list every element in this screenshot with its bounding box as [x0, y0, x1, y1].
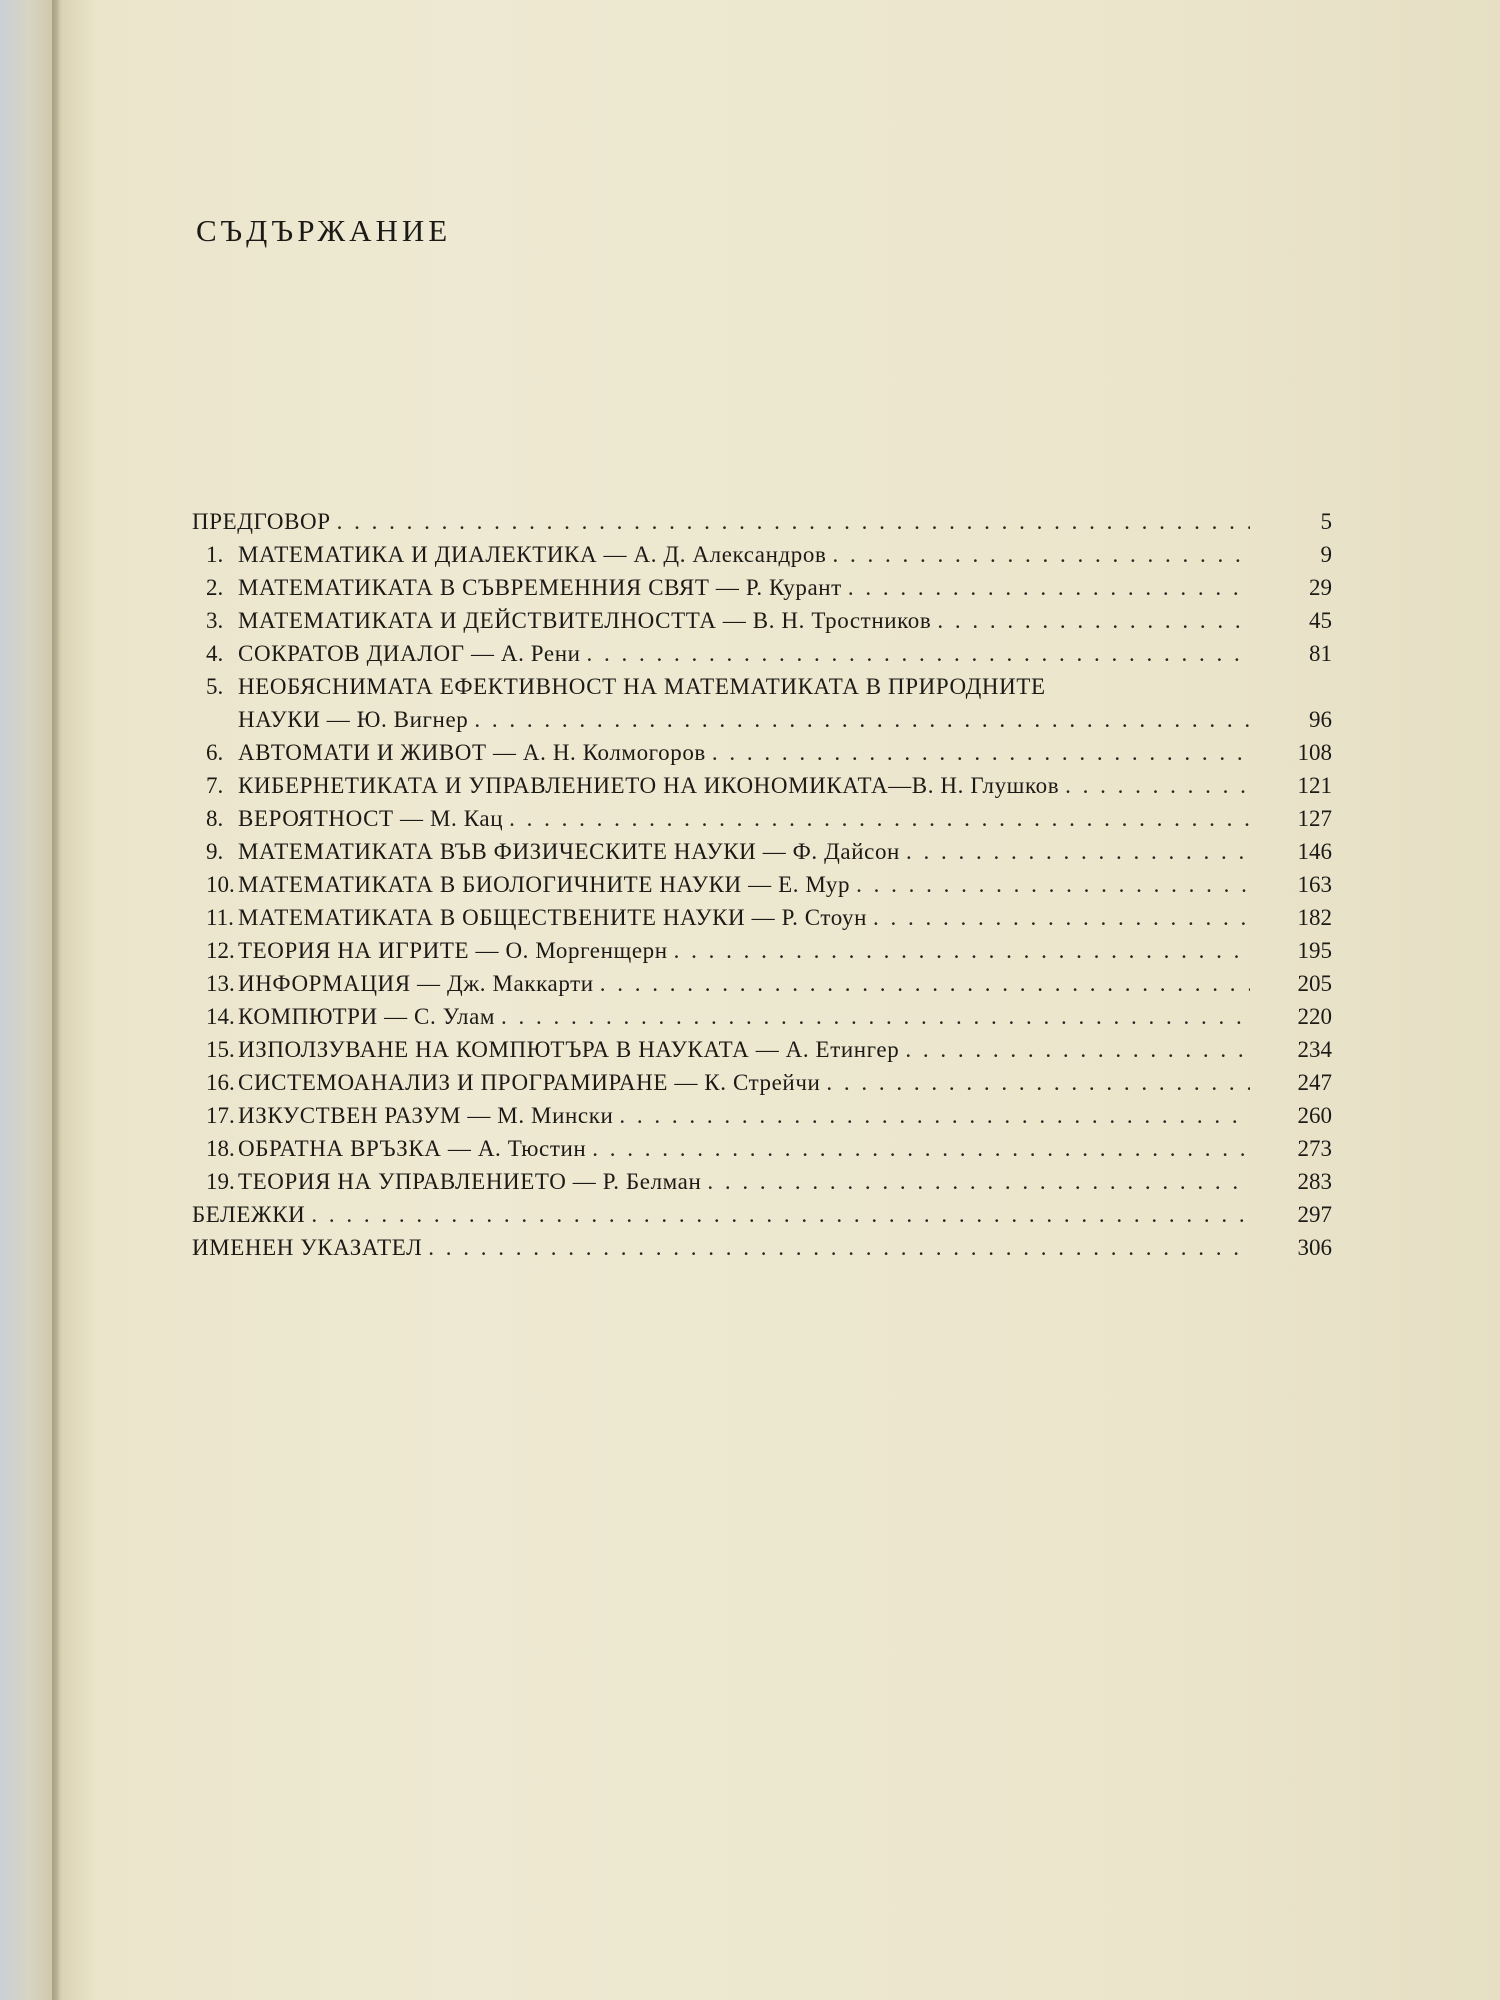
dot-leader: [587, 637, 1250, 670]
dot-leader: [906, 835, 1250, 868]
dot-leader: [832, 538, 1250, 571]
toc-entry-title: МАТЕМАТИКАТА ВЪВ ФИЗИЧЕСКИТЕ НАУКИ — Ф. Дайсон: [238, 839, 900, 864]
toc-entry: [192, 1033, 1332, 1066]
dot-leader: [873, 901, 1250, 934]
toc-entry-name-index: [192, 1231, 1332, 1264]
toc-entry-title: СОКРАТОВ ДИАЛОГ — А. Рени: [238, 641, 581, 666]
toc-title: СЪДЪРЖАНИЕ: [196, 212, 452, 248]
toc-entry-number: 2.: [206, 575, 224, 600]
toc-page-number: 108: [1297, 740, 1332, 765]
toc-entry-title: СИСТЕМОАНАЛИЗ И ПРОГРАМИРАНЕ — К. Стрейчи: [238, 1070, 821, 1095]
toc-entry-title: МАТЕМАТИКАТА В СЪВРЕМЕННИЯ СВЯТ — Р. Курант: [238, 575, 842, 600]
toc-entry-title: МАТЕМАТИКА И ДИАЛЕКТИКА — А. Д. Александров: [238, 542, 827, 567]
toc-entry-title: АВТОМАТИ И ЖИВОТ — А. Н. Колмогоров: [238, 740, 706, 765]
dot-leader: [592, 1132, 1250, 1165]
dot-leader: [856, 868, 1250, 901]
toc-entry-number: 13.: [206, 971, 235, 996]
toc-page-number: 283: [1297, 1169, 1332, 1194]
toc-entry-title: ТЕОРИЯ НА УПРАВЛЕНИЕТО — Р. Белман: [238, 1169, 702, 1194]
toc-entry: [192, 1066, 1332, 1099]
toc-entry-number: 4.: [206, 641, 224, 666]
toc-entry: [192, 934, 1332, 967]
toc-entry-title: ОБРАТНА ВРЪЗКА — А. Тюстин: [238, 1136, 587, 1161]
dot-leader: [674, 934, 1250, 967]
dot-leader: [848, 571, 1250, 604]
toc-entry-title: МАТЕМАТИКАТА В БИОЛОГИЧНИТЕ НАУКИ — Е. Мур: [238, 872, 851, 897]
dot-leader: [1065, 769, 1250, 802]
toc-page-number: 297: [1297, 1202, 1332, 1227]
toc-page-number: 182: [1297, 905, 1332, 930]
toc-page-number: 81: [1309, 641, 1332, 666]
toc-entry-title: БЕЛЕЖКИ: [192, 1202, 306, 1227]
toc-entry-number: 8.: [206, 806, 224, 831]
toc-page-number: 273: [1297, 1136, 1332, 1161]
dot-leader: [337, 505, 1250, 538]
toc-entry-preface: [192, 505, 1332, 538]
toc-page-number: 45: [1309, 608, 1332, 633]
toc-entry-title: МАТЕМАТИКАТА И ДЕЙСТВИТЕЛНОСТТА — В. Н. Тростников: [238, 608, 932, 633]
toc-entry-title: ИМЕНЕН УКАЗАТЕЛ: [192, 1235, 423, 1260]
dot-leader: [474, 703, 1250, 736]
toc-entry-number: 5.: [206, 674, 224, 699]
dot-leader: [619, 1099, 1250, 1132]
toc-entry-title: ПРЕДГОВОР: [192, 509, 331, 534]
toc-page-number: 146: [1297, 839, 1332, 864]
toc-page-number: 260: [1297, 1103, 1332, 1128]
toc-entry-number: 11.: [206, 905, 234, 930]
toc-page-number: 96: [1309, 707, 1332, 732]
toc-entry-number: 14.: [206, 1004, 235, 1029]
toc-entry-title: КОМПЮТРИ — С. Улам: [238, 1004, 496, 1029]
toc-entry-number: 17.: [206, 1103, 235, 1128]
toc-page-number: 205: [1297, 971, 1332, 996]
toc-page-number: 306: [1297, 1235, 1332, 1260]
toc-entry: [192, 637, 1332, 670]
toc-entry: [192, 1165, 1332, 1198]
adjacent-page-edge: [0, 0, 58, 2000]
toc-entry: [192, 1132, 1332, 1165]
toc-entry: [192, 868, 1332, 901]
toc-entry-title-continued: НАУКИ — Ю. Вигнер: [238, 707, 469, 732]
toc-page-number: 121: [1297, 773, 1332, 798]
toc-entry: [192, 835, 1332, 868]
toc-entry: [192, 604, 1332, 637]
dot-leader: [707, 1165, 1250, 1198]
toc-entry-title: ИЗПОЛЗУВАНЕ НА КОМПЮТЪРА В НАУКАТА — А. Етингер: [238, 1037, 900, 1062]
toc-entry-title: НЕОБЯСНИМАТА ЕФЕКТИВНОСТ НА МАТЕМАТИКАТА В ПРИРОДНИТЕ: [238, 674, 1046, 699]
toc-entry-number: 3.: [206, 608, 224, 633]
toc-entry-title: ИНФОРМАЦИЯ — Дж. Маккарти: [238, 971, 594, 996]
spine-shadow: [52, 0, 62, 2000]
toc-page-number: 163: [1297, 872, 1332, 897]
toc-page-number: 29: [1309, 575, 1332, 600]
dot-leader: [905, 1033, 1250, 1066]
toc-page-number: 220: [1297, 1004, 1332, 1029]
toc-entry: [192, 538, 1332, 571]
toc-page-number: 234: [1297, 1037, 1332, 1062]
toc-entry-number: 7.: [206, 773, 224, 798]
toc-entry: [192, 1000, 1332, 1033]
toc-entry-title: ВЕРОЯТНОСТ — М. Кац: [238, 806, 504, 831]
toc-page-number: 247: [1297, 1070, 1332, 1095]
dot-leader: [509, 802, 1250, 835]
toc-entry-number: 15.: [206, 1037, 235, 1062]
dot-leader: [501, 1000, 1250, 1033]
toc-entry-number: 9.: [206, 839, 224, 864]
toc-entry-number: 16.: [206, 1070, 235, 1095]
toc-page-number: 195: [1297, 938, 1332, 963]
toc-entry-number: 1.: [206, 542, 224, 567]
toc-entry: [192, 967, 1332, 1000]
toc-entry-number: 6.: [206, 740, 224, 765]
toc-entry-number: 19.: [206, 1169, 235, 1194]
toc-entry-number: 18.: [206, 1136, 235, 1161]
toc-page-number: 9: [1320, 542, 1332, 567]
toc-page-number: 127: [1297, 806, 1332, 831]
toc-entry: [192, 1099, 1332, 1132]
toc-entry: [192, 736, 1332, 769]
toc-entry: [192, 802, 1332, 835]
toc-entry-title: ИЗКУСТВЕН РАЗУМ — М. Мински: [238, 1103, 614, 1128]
toc-entry: [192, 670, 1332, 736]
dot-leader: [937, 604, 1250, 637]
toc-entry-number: 12.: [206, 938, 235, 963]
toc-entry-title: МАТЕМАТИКАТА В ОБЩЕСТВЕНИТЕ НАУКИ — Р. Стоун: [238, 905, 868, 930]
dot-leader: [311, 1198, 1250, 1231]
dot-leader: [600, 967, 1250, 1000]
toc-entry-number: 10.: [206, 872, 235, 897]
dot-leader: [826, 1066, 1250, 1099]
toc-entry-notes: [192, 1198, 1332, 1231]
dot-leader: [712, 736, 1250, 769]
toc-entry: [192, 571, 1332, 604]
toc-entry-title: КИБЕРНЕТИКАТА И УПРАВЛЕНИЕТО НА ИКОНОМИКАТА—В. Н. Глушков: [238, 773, 1060, 798]
toc-entry: [192, 769, 1332, 802]
toc-entry: [192, 901, 1332, 934]
toc-entry-title: ТЕОРИЯ НА ИГРИТЕ — О. Моргенщерн: [238, 938, 668, 963]
toc-page-number: 5: [1320, 509, 1332, 534]
table-of-contents: [192, 505, 1332, 1264]
dot-leader: [428, 1231, 1250, 1264]
